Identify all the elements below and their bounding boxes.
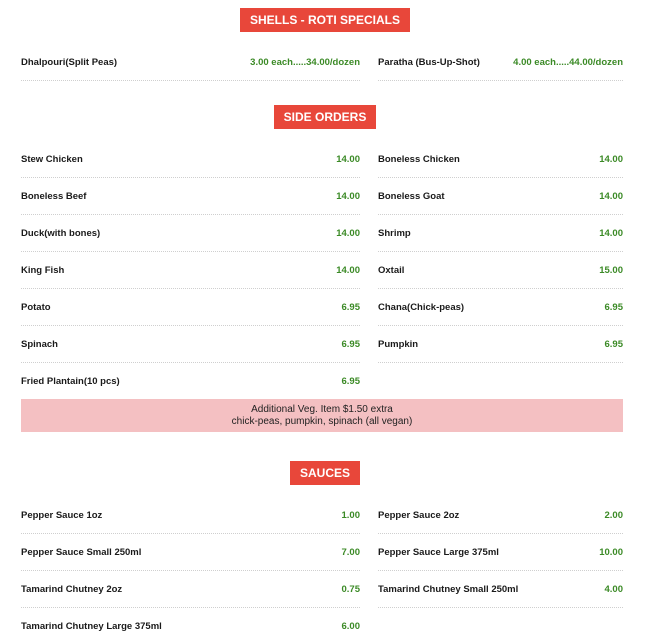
item-name: Boneless Goat <box>378 191 445 202</box>
side-orders-left-column <box>21 141 361 400</box>
item-name: Tamarind Chutney 2oz <box>21 584 123 595</box>
item-price: 14.00 <box>599 154 623 165</box>
item-price: 6.95 <box>341 376 360 387</box>
menu-item <box>378 289 623 326</box>
shells-right-column <box>378 44 623 81</box>
menu-item <box>21 326 360 363</box>
menu-item <box>21 497 360 534</box>
item-name: Boneless Beef <box>21 191 87 202</box>
menu-item <box>378 178 623 215</box>
item-price: 15.00 <box>599 265 623 276</box>
menu-item <box>21 534 360 571</box>
item-price: 2.00 <box>604 510 623 521</box>
shells-left-column <box>21 44 361 81</box>
menu-item <box>21 141 360 178</box>
menu-item <box>378 497 623 534</box>
additional-veg-note <box>21 399 623 432</box>
item-name: Stew Chicken <box>21 154 83 165</box>
item-price: 6.95 <box>604 302 623 313</box>
section-title: SIDE ORDERS <box>274 105 377 129</box>
item-name: Spinach <box>21 339 58 350</box>
item-price: 6.95 <box>341 302 360 313</box>
section-title: SAUCES <box>290 461 360 485</box>
item-name: Boneless Chicken <box>378 154 460 165</box>
item-price: 14.00 <box>599 228 623 239</box>
menu-item <box>21 178 360 215</box>
item-name: King Fish <box>21 265 65 276</box>
menu-item <box>378 534 623 571</box>
menu-item <box>21 608 360 637</box>
item-name: Paratha (Bus-Up-Shot) <box>378 57 480 68</box>
item-name: Pepper Sauce 2oz <box>378 510 460 521</box>
item-name: Pepper Sauce 1oz <box>21 510 103 521</box>
item-name: Dhalpouri(Split Peas) <box>21 57 118 68</box>
item-name: Oxtail <box>378 265 405 276</box>
section-header-sauces <box>0 461 650 485</box>
item-price: 7.00 <box>341 547 360 558</box>
note-line: chick-peas, pumpkin, spinach (all vegan) <box>231 416 413 427</box>
item-name: Pepper Sauce Small 250ml <box>21 547 142 558</box>
item-name: Potato <box>21 302 51 313</box>
item-name: Pumpkin <box>378 339 419 350</box>
item-price: 14.00 <box>336 154 360 165</box>
item-price: 4.00 each.....44.00/dozen <box>513 57 623 68</box>
item-price: 14.00 <box>336 265 360 276</box>
note-line: Additional Veg. Item $1.50 extra <box>251 404 393 415</box>
item-name: Shrimp <box>378 228 411 239</box>
item-price: 4.00 <box>604 584 623 595</box>
item-price: 14.00 <box>336 191 360 202</box>
menu-item <box>378 44 623 81</box>
menu-item <box>378 215 623 252</box>
item-price: 0.75 <box>341 584 360 595</box>
menu-item <box>21 289 360 326</box>
item-name: Fried Plantain(10 pcs) <box>21 376 120 387</box>
item-price: 14.00 <box>336 228 360 239</box>
menu-item <box>21 44 360 81</box>
item-name: Tamarind Chutney Small 250ml <box>378 584 519 595</box>
section-title: SHELLS - ROTI SPECIALS <box>240 8 410 32</box>
item-name: Tamarind Chutney Large 375ml <box>21 621 162 632</box>
item-price: 6.95 <box>341 339 360 350</box>
menu-item <box>378 252 623 289</box>
item-price: 6.95 <box>604 339 623 350</box>
item-price: 3.00 each.....34.00/dozen <box>250 57 360 68</box>
section-header-shells <box>0 8 650 32</box>
item-price: 6.00 <box>341 621 360 632</box>
item-name: Duck(with bones) <box>21 228 101 239</box>
menu-item <box>21 215 360 252</box>
item-name: Chana(Chick-peas) <box>378 302 465 313</box>
item-name: Pepper Sauce Large 375ml <box>378 547 499 558</box>
sauces-left-column <box>21 497 361 637</box>
menu-item <box>378 571 623 608</box>
side-orders-right-column <box>378 141 623 363</box>
menu-item <box>378 326 623 363</box>
item-price: 1.00 <box>341 510 360 521</box>
menu-item <box>21 252 360 289</box>
item-price: 10.00 <box>599 547 623 558</box>
menu-item <box>378 141 623 178</box>
sauces-right-column <box>378 497 623 608</box>
item-price: 14.00 <box>599 191 623 202</box>
menu-item <box>21 363 360 400</box>
section-header-side-orders <box>0 105 650 129</box>
menu-item <box>21 571 360 608</box>
